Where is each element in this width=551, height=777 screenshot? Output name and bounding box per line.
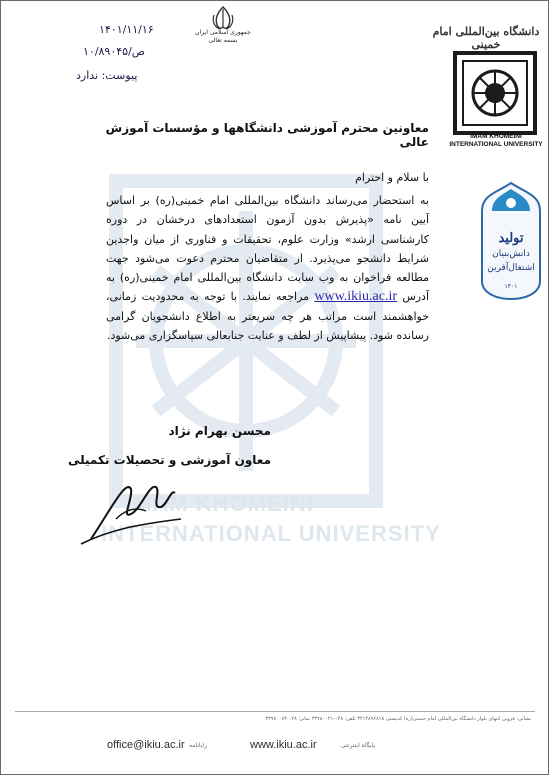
letter-date: ۱۴۰۱/۱۱/۱۶	[99, 23, 154, 36]
footer-address: نشانی: قزوین انتهای بلوار دانشگاه بین‌المللی امام خمینی(ره) کدپستی ۳۴۱۴۸۹۶۸۱۸ تلفن: ۰۲۸-۳۳۷۸۰۰۲۱ نمابر: ۰۲۸-۳۳۷۸۰۰۸۴	[265, 716, 531, 722]
emblem-caption-basmala: بسمه تعالی	[208, 37, 238, 44]
letter-reference-number: ۱۰/۸۹۰۴۵/ص	[83, 45, 146, 58]
signatory-name: محسن بهرام نژاد	[168, 424, 271, 438]
letter-salutation: با سلام و احترام	[355, 171, 429, 184]
footer-website[interactable]: www.ikiu.ac.ir	[250, 739, 317, 751]
footer-email-label: رایانامه	[189, 742, 207, 749]
university-name-english-line1: IMAM KHOMEINI	[470, 133, 522, 140]
badge-slogan-line1: تولید	[498, 231, 524, 246]
badge-slogan-line2: دانش‌بنیان	[492, 249, 530, 259]
watermark-text-line1: IMAM KHOMEINI	[126, 491, 314, 516]
letter-recipient: معاونین محترم آموزشی دانشگاهها و مؤسسات آموزش عالی	[105, 121, 429, 149]
footer-divider	[15, 711, 535, 712]
footer-website-label: پایگاه اینترنتی	[341, 742, 376, 749]
signatory-title: معاون آموزشی و تحصیلات تکمیلی	[67, 453, 271, 467]
letter-body-part1: به استحضار می‌رساند دانشگاه بین‌المللی امام خمینی(ره) بر اساس آیین نامه «پذیرش بدون آزمون استعدادهای درخشان در دوره کارشناسی ارشد» وزارت علوم، تحقیقات و فناوری از میان واجدین شرایط دانشجو می‌پذیرد. از متقاضیان محترم دعوت می‌شود جهت مطالعه فراخوان به وب سایت دانشگاه بین‌المللی امام خمینی(ره) به آدرس	[106, 194, 430, 304]
university-logo-icon	[453, 51, 537, 135]
footer-email[interactable]: office@ikiu.ac.ir	[107, 739, 185, 751]
handwritten-signature	[71, 469, 191, 549]
letter-body-part2: مراجعه نمایند. با توجه به محدودیت زمانی، خواهشمند است مراتب هر چه سریعتر به اطلاع دانشجویان گرامی رسانده شود. پیشاپیش از لطف و عنایت جنابعالی سپاسگزاری می‌شود.	[106, 290, 429, 343]
university-website-link[interactable]: www.ikiu.ac.ir	[314, 289, 398, 305]
emblem-caption-country: جمهوری اسلامی ایران	[195, 29, 251, 36]
letter-body	[106, 191, 429, 345]
badge-slogan-line3: اشتغال‌آفرین	[487, 263, 535, 273]
badge-year: ۱۴۰۱	[504, 283, 518, 290]
university-name-persian: دانشگاه بین‌المللی امام خمینی	[432, 25, 540, 51]
watermark-text-line2: INTERNATIONAL UNIVERSITY	[101, 521, 441, 546]
letter-attachment: پیوست: ندارد	[76, 69, 138, 82]
university-name-english-line2: INTERNATIONAL UNIVERSITY	[449, 141, 543, 148]
